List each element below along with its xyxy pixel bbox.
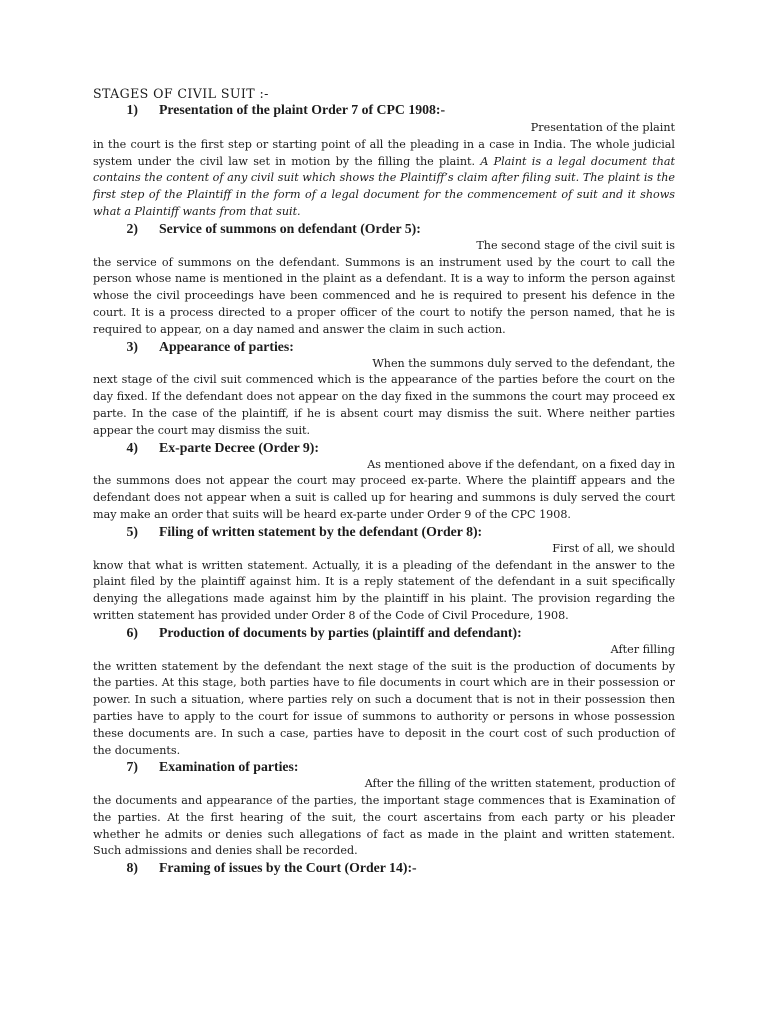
section-number: 2) bbox=[126, 220, 138, 236]
section-text: in the court is the first step or starting point of all the pleading in a case in India. The whole judicial system under the civil law set in motion by the filling the plaint. bbox=[93, 137, 675, 168]
section-number: 6) bbox=[126, 624, 138, 640]
section-body bbox=[93, 457, 675, 524]
section-lead-text: Presentation of the plaint bbox=[530, 121, 675, 134]
section-7 bbox=[93, 759, 675, 860]
section-6 bbox=[93, 625, 675, 760]
section-number: 5) bbox=[126, 523, 138, 539]
section-title: Filing of written statement by the defendant (Order 8): bbox=[159, 523, 483, 539]
section-body bbox=[93, 356, 675, 440]
document-title: STAGES OF CIVIL SUIT :- bbox=[93, 86, 269, 101]
section-title: Examination of parties: bbox=[159, 759, 299, 775]
section-lead-text: As mentioned above if the defendant, on a fixed day in bbox=[367, 457, 675, 471]
section-heading bbox=[93, 440, 675, 457]
section-lead-text: First of all, we should bbox=[552, 541, 675, 555]
section-title: Presentation of the plaint Order 7 of CPC 1908:- bbox=[159, 102, 446, 117]
section-title: Appearance of parties: bbox=[159, 338, 294, 354]
section-title: Production of documents by parties (plaintiff and defendant): bbox=[159, 624, 522, 640]
section-number: 3) bbox=[126, 338, 138, 354]
section-body bbox=[93, 120, 675, 221]
section-title: Ex-parte Decree (Order 9): bbox=[159, 439, 319, 455]
section-3 bbox=[93, 339, 675, 440]
section-text: the service of summons on the defendant. Summons is an instrument used by the court to call the person whose name is mentioned in the plaint as a defendant. It is a way to inform the person against whose the civil proceedings have been commenced and he is required to present his defence in the court. It is a process directed to a proper officer of the court to notify the person named, that he is required to appear, on a day named and answer the claim in such action. bbox=[93, 255, 675, 336]
section-lead-text: The second stage of the civil suit is bbox=[476, 238, 675, 252]
section-text: the summons does not appear the court may proceed ex-parte. Where the plaintiff appears and the defendant does not appear when a suit is called up for hearing and summons is duly served the court may make an order that suits will be heard ex-parte under Order 9 of the CPC 1908. bbox=[93, 474, 675, 521]
section-heading bbox=[93, 524, 675, 541]
section-body bbox=[93, 642, 675, 760]
section-number: 1) bbox=[126, 102, 138, 117]
section-title: Service of summons on defendant (Order 5): bbox=[159, 220, 421, 236]
section-number: 8) bbox=[126, 860, 138, 876]
section-body bbox=[93, 541, 675, 625]
section-text: the documents and appearance of the parties, the important stage commences that is Examination of the parties. At the first hearing of the suit, the court ascertains from each party or his pleader whether he admits or denies such allegations of fact as made in the plaint and written statement. Such admissions and denies shall be recorded. bbox=[93, 794, 675, 858]
section-heading bbox=[93, 221, 675, 238]
section-lead-text: After the filling of the written statement, production of bbox=[364, 777, 675, 791]
section-2 bbox=[93, 221, 675, 339]
section-heading bbox=[93, 625, 675, 642]
section-lead-text: When the summons duly served to the defendant, the bbox=[372, 356, 675, 370]
section-heading bbox=[93, 102, 675, 119]
section-heading bbox=[93, 339, 675, 356]
section-8 bbox=[93, 860, 675, 877]
section-5 bbox=[93, 524, 675, 625]
section-text: the written statement by the defendant the next stage of the suit is the production of documents by the parties. At this stage, both parties have to file documents in court which are in their possession or power. In such a situation, where parties rely on such a document that is not in their possession then parties have to apply to the court for issue of summons to authority or persons in whose possession these documents are. In such a case, parties have to deposit in the court cost of such production of the documents. bbox=[93, 659, 675, 757]
section-heading bbox=[93, 759, 675, 776]
section-title: Framing of issues by the Court (Order 14):- bbox=[159, 860, 417, 876]
section-1 bbox=[93, 102, 675, 221]
section-text: know that what is written statement. Actually, it is a pleading of the defendant in the answer to the plaint filed by the plaintiff against him. It is a reply statement of the defendant in a suit specifically denying the allegations made against him by the plaintiff in his plaint. The provision regarding the written statement has provided under Order 8 of the Code of Civil Procedure, 1908. bbox=[93, 558, 675, 622]
section-body bbox=[93, 776, 675, 860]
section-4 bbox=[93, 440, 675, 524]
section-text: next stage of the civil suit commenced which is the appearance of the parties before the court on the day fixed. If the defendant does not appear on the day fixed in the summons the court may proceed ex parte. In the case of the plaintiff, if he is absent court may dismiss the suit. Where neither parties appear the court may dismiss the suit. bbox=[93, 373, 675, 437]
section-italic-text: A Plaint is a legal document that contains the content of any civil suit which shows the Plaintiff’s claim after filing suit. The plaint is the first step of the Plaintiff in the form of a legal document for the commencement of suit and it shows what a Plaintiff wants from that suit. bbox=[93, 154, 675, 218]
section-body bbox=[93, 238, 675, 339]
section-lead-text: After filling bbox=[610, 642, 675, 656]
section-number: 4) bbox=[126, 439, 138, 455]
section-number: 7) bbox=[126, 759, 138, 775]
section-heading bbox=[93, 860, 675, 877]
